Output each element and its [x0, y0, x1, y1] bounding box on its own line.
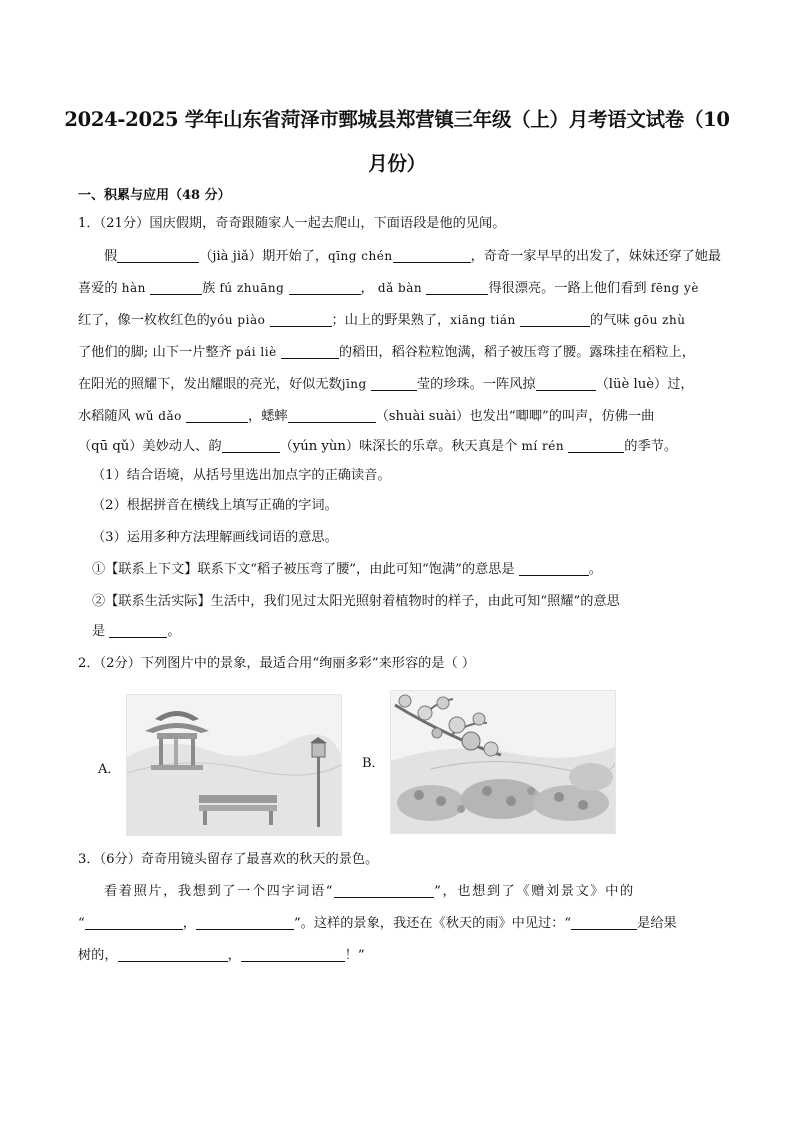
title-line-1: 2024-2025 学年山东省菏泽市鄄城县郑营镇三年级（上）月考语文试卷（10 [64, 108, 730, 131]
text: ，蟋蟀 [248, 409, 288, 424]
answer-blank[interactable] [371, 376, 417, 391]
text: 了他们的脚; 山下一片整齐 [78, 345, 232, 360]
text: 的稻田，稻谷粒粒饱满，稻子被压弯了腰。露珠挂在稻粒上， [338, 345, 695, 360]
option-a-label: A． [98, 762, 121, 777]
text: ”。这样的景象，我还在《秋天的雨》中见过：“ [293, 916, 572, 931]
answer-blank[interactable] [109, 623, 167, 638]
answer-blank[interactable] [270, 312, 332, 327]
section-heading: 一、积累与应用（48 分） [78, 188, 231, 203]
answer-blank[interactable] [150, 280, 202, 295]
text: （jià jiǎ）期开始了， [199, 249, 329, 264]
q1-passage-line-4 [78, 342, 718, 363]
text: “ [78, 916, 85, 931]
q2-stem: 2．（2分）下列图片中的景象，最适合用“绚丽多彩”来形容的是（ ） [78, 656, 476, 671]
pinyin: dǎ bàn [377, 281, 423, 295]
pinyin: xiāng tián [450, 313, 516, 327]
answer-blank[interactable] [334, 883, 434, 898]
answer-blank[interactable] [186, 408, 248, 423]
text: 是 [92, 624, 106, 639]
pinyin: fú zhuāng [219, 281, 285, 295]
q1-sub-3a: ①【联系上下文】联系下文“稻子被压弯了腰”，由此可知“饱满”的意思是 。 [92, 562, 602, 577]
answer-blank[interactable] [118, 947, 228, 962]
text: ；山上的野果熟了， [331, 313, 451, 328]
text: （shuài suài）也发出“唧唧”的叫声，仿佛一曲 [375, 409, 655, 424]
text: ， [182, 916, 196, 931]
text: 看着照片，我想到了一个四字词语“ [104, 884, 335, 899]
q1-passage-line-5 [78, 374, 718, 395]
q1-passage-line-6 [78, 406, 718, 427]
pinyin: jīng [341, 377, 367, 391]
text: ， [227, 948, 241, 963]
pinyin: yóu piào [209, 313, 266, 327]
q1-passage-line-2 [78, 278, 718, 299]
option-b-picture[interactable] [390, 690, 616, 834]
text: 族 [202, 281, 216, 296]
text: 的气味 [589, 313, 630, 328]
text: 树的， [78, 948, 118, 963]
text: 莹的珍珠。一阵风掠 [416, 377, 536, 392]
text: 的季节。 [624, 439, 678, 454]
answer-blank[interactable] [393, 248, 471, 263]
answer-blank[interactable] [281, 344, 339, 359]
answer-blank[interactable] [222, 438, 280, 453]
q1-passage-line-7 [78, 436, 718, 457]
answer-blank[interactable] [196, 915, 294, 930]
pinyin: fēng yè [650, 281, 699, 295]
text: （lüè luè）过， [595, 377, 694, 392]
answer-blank[interactable] [241, 947, 345, 962]
answer-blank[interactable] [426, 280, 488, 295]
text: ，奇奇一家早早的出发了，妹妹还穿了她最 [470, 249, 722, 264]
q1-stem: 1．（21分）国庆假期，奇奇跟随家人一起去爬山，下面语段是他的见闻。 [78, 216, 506, 231]
pinyin: mí rén [521, 439, 565, 453]
option-a-picture[interactable] [126, 694, 342, 836]
pavilion-bench-illustration [127, 695, 341, 835]
q1-sub-3: （3）运用多种方法理解画线词语的意思。 [92, 530, 338, 545]
q3-line-2 [78, 914, 718, 934]
text: 是给果 [637, 916, 677, 931]
q1-sub-2: （2）根据拼音在横线上填写正确的字词。 [92, 498, 338, 513]
answer-blank[interactable] [536, 376, 596, 391]
text: ”，也想到了《赠刘景文》中的 [434, 884, 635, 899]
answer-blank[interactable] [288, 408, 376, 423]
q1-sub-1: （1）结合语境，从括号里选出加点字的正确读音。 [92, 468, 391, 483]
text: 水稻随风 [78, 409, 135, 424]
text: 假 [104, 249, 118, 264]
flowers-landscape-illustration [391, 691, 615, 833]
option-b-label: B． [362, 756, 385, 771]
answer-blank[interactable] [117, 248, 199, 263]
text: ！” [344, 948, 365, 963]
answer-blank[interactable] [568, 438, 624, 453]
title-line-2: 月份） [368, 152, 426, 175]
text: 得很漂亮。一路上他们看到 [488, 281, 647, 296]
answer-blank[interactable] [520, 312, 590, 327]
text: 喜爱的 [78, 281, 122, 296]
q1-sub-3b: ②【联系生活实际】生活中，我们见过太阳光照射着植物时的样子，由此可知“照耀”的意思 [92, 594, 620, 609]
text: 在阳光的照耀下，发出耀眼的亮光，好似无数 [78, 377, 342, 392]
q3-line-3 [78, 946, 718, 966]
pinyin: qīng chén [328, 249, 393, 263]
answer-blank[interactable] [85, 915, 183, 930]
pinyin: wǔ dǎo [134, 409, 182, 423]
q3-stem: 3．（6分）奇奇用镜头留存了最喜欢的秋天的景色。 [78, 852, 379, 867]
text: 红了，像一枚枚红色的 [78, 313, 210, 328]
pinyin: hàn [121, 281, 146, 295]
answer-blank[interactable] [571, 915, 637, 930]
answer-blank[interactable] [289, 280, 361, 295]
q1-passage-line-3 [78, 310, 718, 331]
text: （qū qǔ）美妙动人、韵 [78, 439, 222, 454]
text: ①【联系上下文】联系下文“稻子被压弯了腰”，由此可知“饱满”的意思是 [92, 562, 515, 577]
q1-sub-3b-line-2: 是 。 [92, 624, 181, 639]
page-title [60, 98, 734, 186]
answer-blank[interactable] [519, 561, 589, 576]
text: （yún yùn）味深长的乐章。秋天真是个 [279, 439, 518, 454]
text: ， [360, 281, 374, 296]
pinyin: gōu zhù [633, 313, 686, 327]
q1-passage-line-1 [104, 246, 722, 267]
q3-line-1 [104, 882, 718, 902]
pinyin: pái liè [235, 345, 277, 359]
